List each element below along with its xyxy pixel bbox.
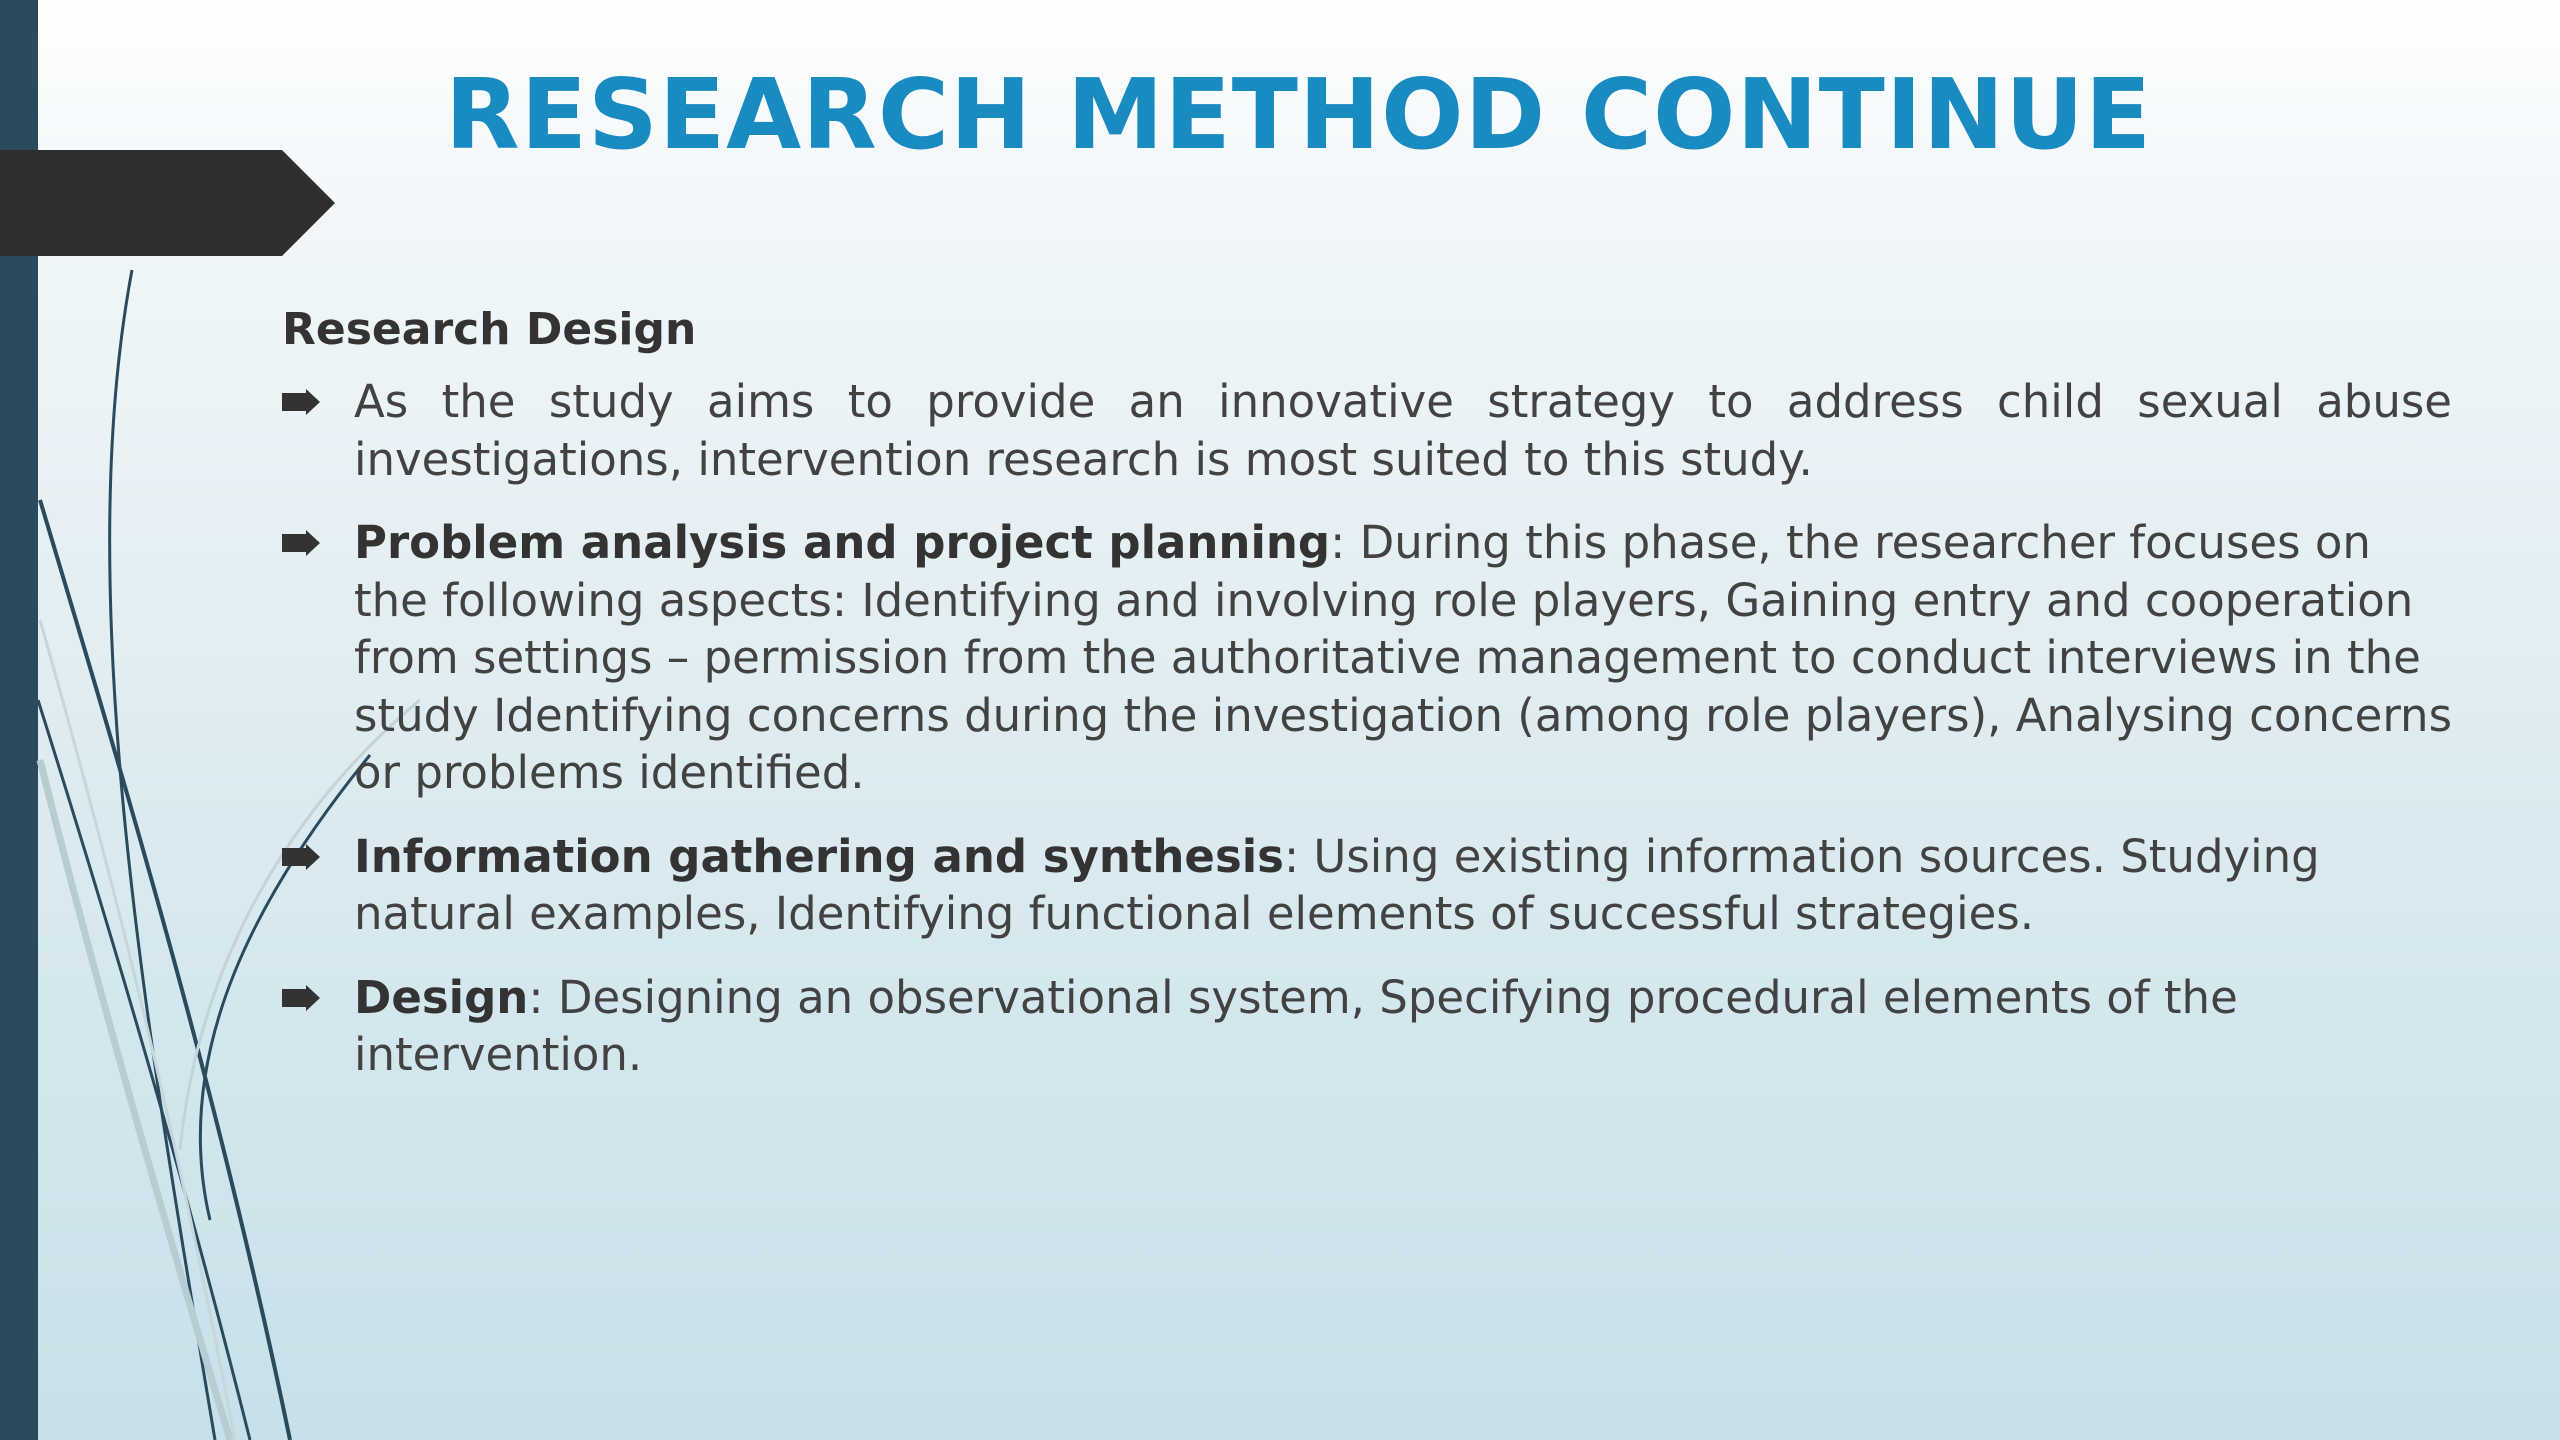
bullet-text: During this phase, the researcher focuses on the following aspects: Identifying and involving role players, Gaining entry and cooperation from settings – permission from the authoritative management to conduct interviews in the study Identifying concerns during the investigation (among role players), Analysing concerns or problems identified. <box>354 516 2453 799</box>
bullet-lead: Information gathering and synthesis <box>354 829 1284 883</box>
bullet-item-intervention-research <box>282 373 2452 488</box>
bullet-lead: Design <box>354 970 529 1024</box>
bullet-list <box>282 373 2452 1084</box>
section-heading: Research Design <box>282 304 697 355</box>
slide-title: RESEARCH METHOD CONTINUE <box>445 58 2153 171</box>
arrow-bullet-icon <box>282 530 320 556</box>
arrow-bullet-icon <box>282 985 320 1011</box>
slide-content <box>282 295 2452 1110</box>
bullet-item-problem-analysis <box>282 514 2452 802</box>
bullet-text: Using existing information sources. Studying natural examples, Identifying functional elements of successful strategies. <box>354 829 2320 940</box>
bullet-text: Designing an observational system, Specifying procedural elements of the intervention. <box>354 970 2238 1081</box>
bullet-lead: Problem analysis and project planning <box>354 516 1331 569</box>
bullet-separator: : <box>1330 516 1360 569</box>
bullet-text: As the study aims to provide an innovative strategy to address child sexual abuse investigations, intervention research is most suited to this study. <box>354 375 2452 486</box>
bullet-separator: : <box>1283 829 1314 883</box>
arrow-bullet-icon <box>282 389 320 415</box>
bullet-separator: : <box>528 970 558 1024</box>
bullet-item-information-gathering <box>282 828 2452 943</box>
arrow-bullet-icon <box>282 844 320 870</box>
arrow-tab-shape <box>0 150 335 256</box>
bullet-item-design <box>282 969 2452 1084</box>
